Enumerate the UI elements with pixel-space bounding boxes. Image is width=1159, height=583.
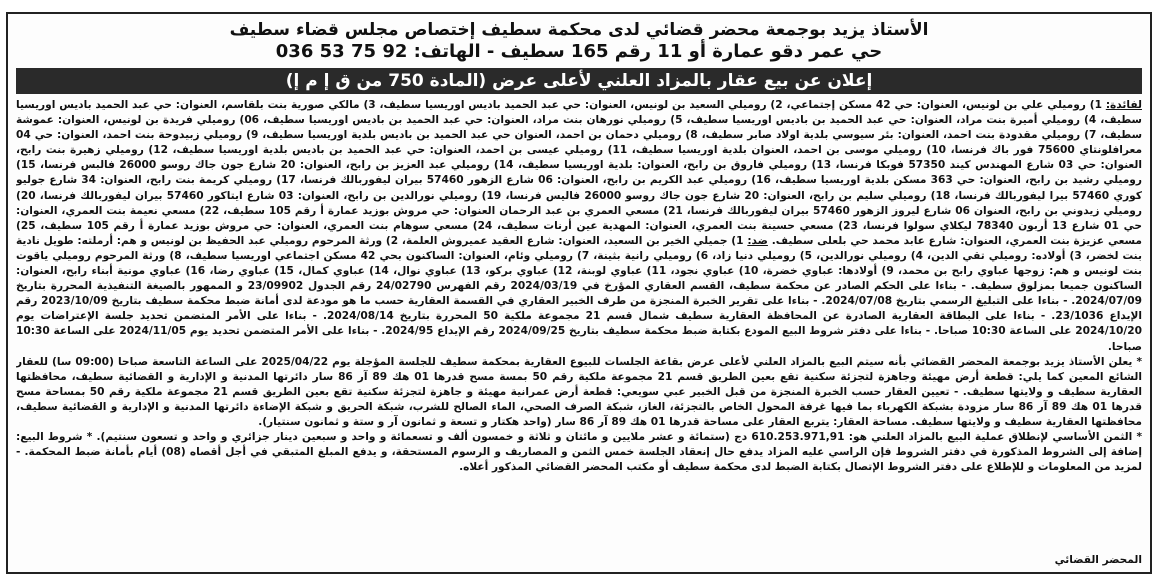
beneficiaries-paragraph (16, 98, 1142, 355)
auction-notice (6, 12, 1152, 574)
notice-footer (16, 553, 1142, 568)
property-description-paragraph: * يعلن الأستاذ يزيد بوجمعة المحضر القضائي بأنه سيتم البيع بالمزاد العلني لأعلى عرض بقاعة الجلسات للبيوع العقارية بمحكمة سطيف للجلسة المؤجلة يوم 2025/04/22 على الساعة التاسعة صباحا (09:00 سا) للعقار الشائع المعين كما يلي: قطعة أرض مهيئة وجاهزة لتجزئة سكنية تقع بعين الطريق قسم 21 مجموعة ملكية رقم 50 بمسة مسح قدرها 01 هك 89 آر 86 سار دائرتها المدنية و الإدارية و القضائية سطيف، محافظتها العقارية سطيف و ولايتها سطيف. - تعيين العقار حسب الخبرة المنجزة من قبل الخبير عبي سويعي: قطعة أرض عمرانية مهيئة و جاهزة لتجزئة سكنية تقع بعين الطريق قسم 21 مجموعة ملكية رقم 50 بمساحة مسح قدرها 01 هك 89 آر 86 سار مزودة بشبكة الكهرباء بما فيها غرفة المحول الخاص بالتجزئة، الغاز، شبكة الصرف الصحي، الماء الصالح للشرب، شبكة الحريق و شبكة الإضاءة دائرتها المدنية و الإدارية و القضائية سطيف، محافظتها العقارية سطيف و ولايتها سطيف. مساحة العقار: يتربع العقار على مساحة قدرها 01 هك 89 آر 86 سار (واحد هكتار و تسعة و ثمانون آر و ستة و ثمانون سنتيار). (16, 355, 1142, 428)
price-and-conditions-paragraph: * الثمن الأساسي لإنطلاق عملية البيع بالمزاد العلني هو: 610.253.971,91 دج (ستمائة و عشر ملايين و مائتان و ثلاثة و خمسون ألف و تسعمائة و واحد و سبعين دينار جزائري و واحد و تسعون سنتيم). * شروط البيع: إضافة إلى الشروط المذكورة في دفتر الشروط فإن الراسي عليه المزاد يدفع حال إنعقاد الجلسة خمس الثمن و المصاريف و الرسوم المستحقة، و يدفع المبلغ المتبقي في أجل أقصاه (08) أيام بأمانة ضبط المحكمة. - لمزيد من المعلومات و للإطلاع على دفتر الشروط الإتصال بكتابة الضبط لدى محكمة سطيف أو مكتب المحضر القضائي المذكور أعلاه. (16, 431, 1142, 474)
against-label: ضد: (747, 234, 768, 247)
legal-basis-text: - بناءا على الحكم الصادر عن محكمة سطيف، القسم العقاري المؤرخ في 2024/03/19 رقم الفهرس 24/02790 رقم الجدول 23/09902 و الممهور بالصيغة التنفيذية المحررة بتاريخ 2024/07/09. - بناءا على التبليغ الرسمي بتاريخ 2024/07/08. - بناءا على تقرير الخبرة المنجزة من طرف الخبير العقاري في القسمة العقارية حسب ما هو مودعة لدى أمانة ضبط محكمة سطيف بتاريخ 2023/10/09 رقم الإيداع 23/1036. - بناءا على البطاقة العقارية الصادرة عن المحافظة العقارية سطيف شمال قسم 21 مجموعة ملكية 50 المحررة بتاريخ 2024/08/14. - بناءا على الأمر المتضمن تحديد جلسة الإعتراضات يوم 2024/10/20 على الساعة 10:30 صباحا. - بناءا على دفتر شروط البيع المودع بكتابة ضبط محكمة سطيف بتاريخ 2024/09/25 رقم الإيداع 2024/95. - بناءا على الأمر المتضمن تحديد يوم 2024/11/05 على الساعة 10:30 صباحا. (16, 280, 1142, 353)
bailiff-name-line: الأستاذ يزيد بوجمعة محضر قضائي لدى محكمة سطيف إختصاص مجلس قضاء سطيف (229, 20, 929, 40)
notice-header (8, 14, 1150, 62)
notice-body (16, 98, 1142, 518)
bailiff-address-line: حي عمر دقو عمارة أو 11 رقم 165 سطيف - الهاتف: 92 75 53 036 (275, 41, 883, 62)
notice-title-banner: إعلان عن بيع عقار بالمزاد العلني لأعلى عرض (المادة 750 من ق إ م إ) (16, 68, 1142, 94)
bailiff-signature: المحضر القضائي (1054, 554, 1142, 566)
defendants-text: 1) جميلي الخير بن السعيد، العنوان: شارع العقيد عميروش العلمة، 2) ورثة المرحوم روميلي عبد الحفيظ بن لونيس و هم: أرملته: طويل نادية بنت لخضر، 3) أولاده: روميلي تقي الدين، 4) روميلي نورالدين، 5) روميلي دنيا زاد، 6) روميلي رانية بثينة، 7) روميلي وئام، العنوان: الساكنون بحي 42 مسكن اجتماعي اوريسيا سطيف، 8) ورثة المرحوم روميلي ياقوت بنت لونيس و هم: زوجها عباوي رابح بن محمد، 9) أولادها: عباوي خضرة، 10) عباوي نجود، 11) عباوي لوبنة، 12) عباوي بركو، 13) عباوي نوال، 14) عباوي كمال، 15) عباوي رضا، 16) عباوي مونية أبناء رابح، العنوان: الساكنون جميعا بمزلوق سطيف. (16, 234, 1142, 293)
beneficiaries-label: لفائدة: (1105, 99, 1142, 111)
beneficiaries-text: 1) روميلي علي بن لونيس، العنوان: حي 42 مسكن إجتماعي، 2) روميلي السعيد بن لونيس، العنوان: حي عبد الحميد باديس اوريسيا سطيف، 3) مالكي صورية بنت بلقاسم، العنوان: حي عبد الحميد باديس اوريسيا سطيف، 4) روميلي أميرة بنت مراد، العنوان: حي عبد الحميد بن باديس اوريسيا سطيف، 5) روميلي نورهان بنت مراد، العنوان: حي عبد الحميد بن باديس اوريسيا سطيف، 06) روميلي فريدة بن لونيس، العنوان: عموشة سطيف، 7) روميلي مقدودة بنت احمد، العنوان: بئر سيوسي بلدية اولاد صابر سطيف، 8) روميلي دحمان بن احمد، العنوان حي عبد الحميد بن باديس بلدية اوريسيا سطيف، 9) روميلي زبيدوحة بنت احمد، العنوان: حي 04 معرافلونتاي 75600 فور باك فرنسا، 10) روميلي موسى بن احمد، العنوان بلدية اوريسيا سطيف، 11) روميلي عيسى بن احمد، العنوان: حي عبد الحميد بن باديس بلدية اوريسيا سطيف، 12) روميلي زهيرة بنت رابح، العنوان: حي 03 شارع المهندس كيند 57350 فوبكا فرنسا، 13) روميلي فاروق بن رابح، العنوان: بلدية اوريسيا سطيف، 14) روميلي عبد العزيز بن رابح، العنوان: 20 شارع جون جاك روسو 26000 فالبس فرنسا، 15) روميلي رشيد بن رابح، العنوان: حي 363 مسكن بلدية اوريسيا سطيف، 16) روميلي عبد الكريم بن رابح، العنوان: 06 شارع الزهور 57460 بيران ليفوربالك فرنسا، 17) روميلي كريمة بنت رابح، العنوان: 34 شارع جوليو كوري 57460 بيرا ليفوربالك فرنسا، 18) روميلي سليم بن رابح، العنوان: 20 شارع جون جاك روسو 26000 فاليس فرنسا، 19) روميلي نورالدين بن رابح، العنوان: 03 شارع ايتاكور 57460 بيران ليفوربالك فرنسا، 20) روميلي زيدوني بن رابح، العنوان 06 شارع ليروز الزهور 57460 بيران ليفوربالك فرنسا، 21) مسعي العمري بن عبد الرحمان العنوان: حي مروش بوزيد عمارة أ رقم 105 سطيف، 22) مسعي نعيمة بنت العمري، العنوان: حي 01 شارع 13 أربون 78340 ليكلاي سولوا فرنسا، 23) مسعي حسينة بنت العمري، العنوان: المهدية عين أرنات سطيف، 24) مسعي سوهام بنت العمري، العنوان: حي مروش بوزيد عمارة أ رقم 105 سطيف، 25) مسعي عزيزة بنت العمري، العنوان: شارع عابد محمد حي بلعلى سطيف. (16, 99, 1142, 247)
